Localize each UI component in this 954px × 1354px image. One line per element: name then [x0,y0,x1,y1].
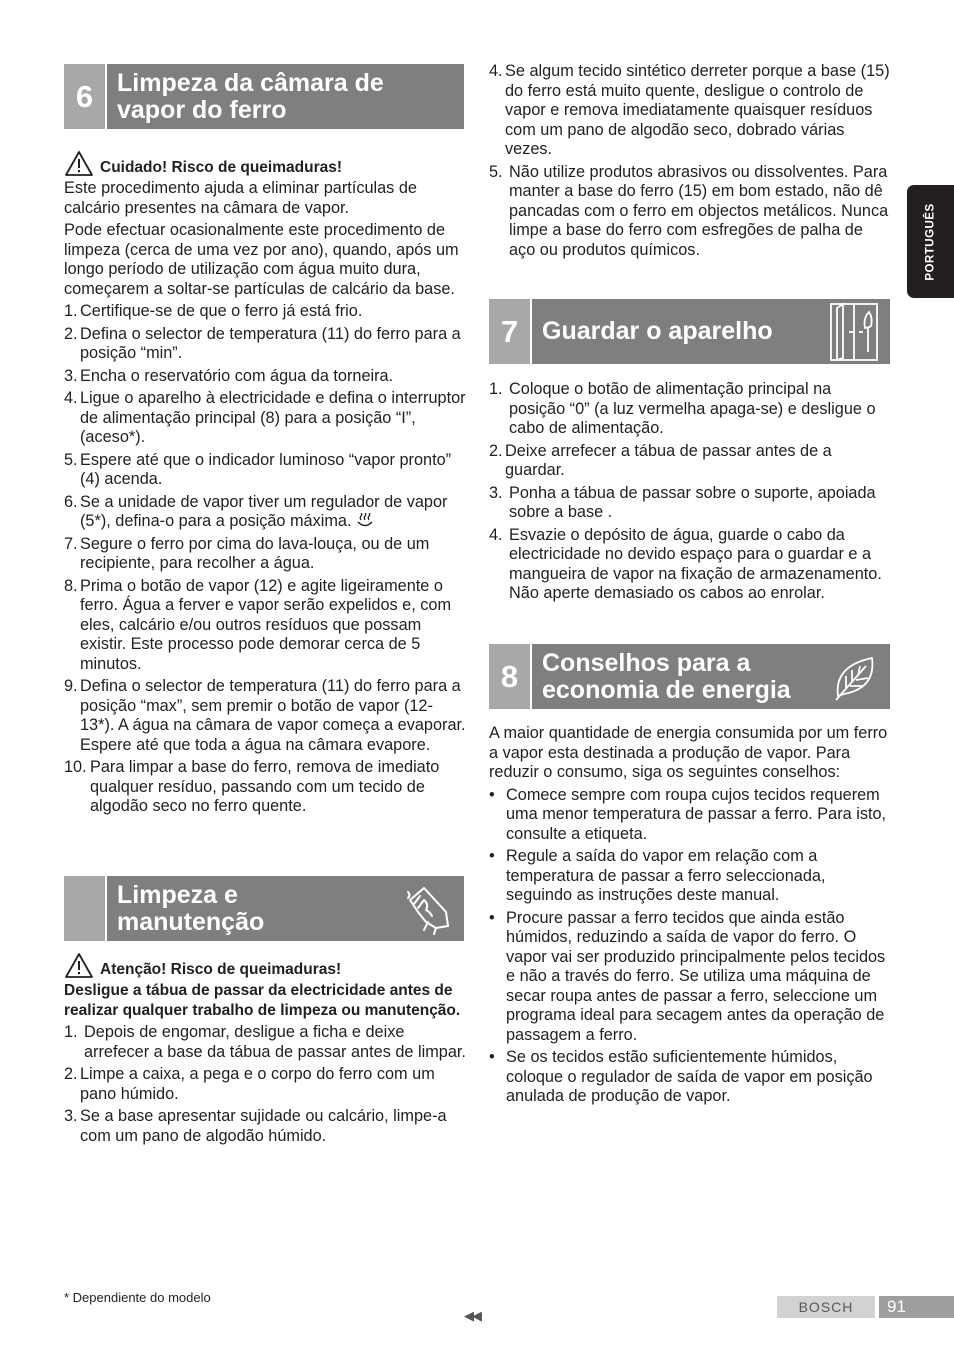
list-item [64,389,466,448]
section-title: Guardar o aparelho [542,317,773,345]
list-num: 5. [489,162,503,181]
list-text: Prima o botão de vapor (12) e agite ligeiramente o ferro. Água a ferver e vapor serão expelidos e, com eles, calcário e/ou outros resíduos que possam existir. Este processo pode demorar cerca de 5 minutos. [80,576,452,673]
list-text: Para limpar a base do ferro, remova de imediato qualquer resíduo, passando com um tecido de algodão seco no ferro quente. [90,758,440,815]
list-num: 10. [64,758,87,776]
wardrobe-icon [820,299,890,364]
list-text: Depois de engomar, desligue a ficha e deixe arrefecer a base da tábua de passar antes de limpar. [84,1023,466,1061]
warning-line [64,150,466,177]
list-text: Não utilize produtos abrasivos ou dissolventes. Para manter a base do ferro (15) em bom estado, não dê pancadas com o ferro em objectos metálicos. Nunca limpe a base do ferro com esfregões de palha de aço ou produtos químicos. [509,162,889,259]
warning-text: Cuidado! Risco de queimaduras! [100,158,343,176]
list-num: 3. [489,483,503,502]
list-item [64,451,466,490]
list-num: 1. [489,380,503,398]
warning-text: Atenção! Risco de queimaduras! [100,960,342,978]
cleaning-continued [489,62,891,263]
bold-notice: Desligue a tábua de passar da electricidade antes de realizar qualquer trabalho de limpeza ou manutenção. [64,982,461,1019]
paragraph: Pode efectuar ocasionalmente este procedimento de limpeza (cerca de uma vez por ano), quando, após um longo período de utilização com água muito dura, começarem a soltar-se partículas de calcário da base. [64,221,459,298]
list-num: 2. [64,1065,78,1083]
cleaning-body [64,952,466,1149]
list-text: Se algum tecido sintético derreter porque a base (15) do ferro está muito quente, desligue o controlo de vapor e remova imediatamente quaisquer resíduos com um pano de algodão seco, dobrado várias vezes. [505,62,890,158]
list-text: Segure o ferro por cima do lava-louça, ou de um recipiente, para recolher a água. [80,534,430,572]
paragraph: Este procedimento ajuda a eliminar partículas de calcário presentes na câmara de vapor. [64,179,417,217]
list-num: 5. [64,450,78,469]
list-item [64,677,466,755]
footnote: * Dependiente do modelo [64,1290,211,1305]
bullet: • [489,1048,495,1066]
list-item [489,442,891,481]
list-item [64,758,466,817]
bullet-text: Se os tecidos estão suficientemente húmidos, coloque o regulador de saída de vapor em posição anulada de produção de vapor. [506,1048,873,1105]
list-item [64,493,466,532]
language-tab-label: PORTUGUÊS [924,202,937,281]
section-7-header [489,299,890,364]
cleaning-hand-icon [394,876,464,941]
list-num: 3. [64,366,78,385]
list-text: Esvazie o depósito de água, guarde o cabo da electricidade no devido espaço para o guardar e a mangueira de vapor na fixação de armazenamento. Não aperte demasiado os cabos ao enrolar. [509,525,882,602]
bullet-text: Procure passar a ferro tecidos que ainda estão húmidos, reduzindo a saída de vapor do ferro. O vapor vai ser produzido principalmente pelos tecidos e não a través do ferro. Se utiliza uma máquina de secar roupa antes de passar a ferro, seleccione um programa ideal para secagem antes da operação de passagem a ferro. [506,908,886,1044]
list-text-with-icon [80,493,466,532]
bullet: • [489,785,495,804]
list-num: 9. [64,677,78,695]
section-number-blank [64,876,107,941]
section-title: Limpeza e manutenção [117,880,265,936]
list-num: 2. [64,324,78,343]
list-text: Defina o selector de temperatura (11) do ferro para a posição “max”, sem premir o botão de vapor (12-13*). A água na câmara de vapor começa a evaporar. Espere até que toda a água na câmara evapore. [80,677,466,754]
list-text: Ligue o aparelho à electricidade e defina o interruptor de alimentação principal (8) para a posição “I”, (aceso*). [80,389,466,446]
bullet-item [489,847,891,906]
bullet-item [489,909,891,1046]
list-num: 4. [64,389,78,407]
section-title: Conselhos para a economia de energia [542,648,791,704]
language-tab [907,185,954,298]
section-number: 8 [489,644,532,709]
section-7-body [489,380,891,607]
list-num: 1. [64,1023,78,1041]
list-text: Espere até que o indicador luminoso “vapor pronto” (4) acenda. [80,450,452,488]
warning-line [64,952,466,979]
list-item [64,325,466,364]
list-item [489,62,891,160]
steam-max-icon [356,513,374,529]
section-number: 6 [64,64,107,129]
list-item [64,1023,466,1062]
list-item [64,1065,466,1104]
list-num: 2. [489,441,503,460]
list-num: 4. [489,62,503,80]
brand-label: BOSCH [777,1296,875,1318]
paragraph: A maior quantidade de energia consumida por um ferro a vapor esta destinada a produção de vapor. Para reduzir o consumo, siga os seguintes conselhos: [489,724,888,781]
cleaning-header [64,876,464,941]
list-num: 6. [64,492,78,511]
bullet: • [489,908,495,927]
list-item [64,302,466,322]
list-item [489,163,891,261]
list-item [64,1107,466,1146]
list-item [489,380,891,439]
section-6-body [64,150,466,820]
list-item [64,535,466,574]
list-num: 7. [64,534,78,553]
warning-icon [64,150,94,177]
list-num: 4. [489,525,503,544]
section-8-header [489,644,890,709]
bullet-item [489,786,891,845]
list-text: Certifique-se de que o ferro já está frio. [80,302,363,320]
list-num: 3. [64,1107,78,1125]
list-text: Deixe arrefecer a tábua de passar antes de a guardar. [505,441,832,479]
page-number: 91 [879,1296,954,1318]
bullet: • [489,847,495,865]
bullet-text: Regule a saída do vapor em relação com a temperatura de passar a ferro seleccionada, seguindo as instruções deste manual. [506,847,826,904]
section-title: Limpeza da câmara de vapor do ferro [117,68,384,124]
list-num: 1. [64,302,78,320]
list-item [489,526,891,604]
list-text: Defina o selector de temperatura (11) do ferro para a posição “min”. [80,324,461,362]
list-text: Se a unidade de vapor tiver um regulador de vapor (5*), defina-o para a posição máxima. [80,492,448,530]
section-number: 7 [489,299,532,364]
list-text: Coloque o botão de alimentação principal na posição “0” (a luz vermelha apaga-se) e desligue o cabo de alimentação. [509,380,876,437]
list-item [489,484,891,523]
list-item [64,577,466,675]
bullet-text: Comece sempre com roupa cujos tecidos requerem uma menor temperatura de passar a ferro. Para isto, consulte a etiqueta. [506,785,887,843]
section-6-header [64,64,464,129]
section-8-body [489,724,891,1110]
list-text: Se a base apresentar sujidade ou calcário, limpe-a com um pano de algodão húmido. [80,1107,447,1145]
list-text: Encha o reservatório com água da torneira. [80,366,394,385]
list-num: 8. [64,576,78,595]
list-text: Ponha a tábua de passar sobre o suporte, apoiada sobre a base . [509,483,876,521]
previous-page-arrows[interactable]: ◀◀ [464,1308,480,1323]
warning-icon [64,952,94,979]
bullet-item [489,1048,891,1107]
list-item [64,367,466,387]
leaf-icon [820,644,890,709]
list-text: Limpe a caixa, a pega e o corpo do ferro com um pano húmido. [80,1065,435,1103]
